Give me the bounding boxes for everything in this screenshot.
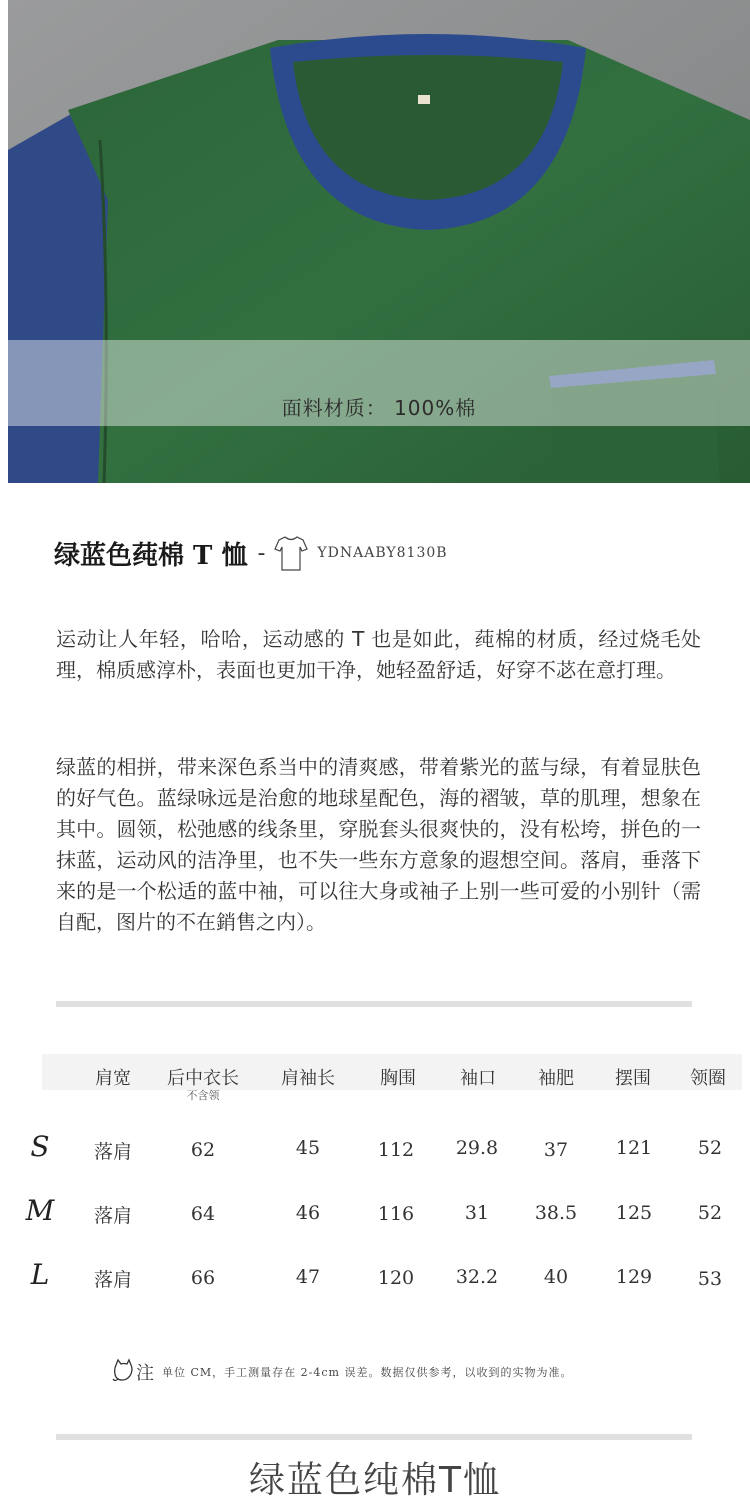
footer-divider — [56, 1434, 692, 1440]
product-heading — [54, 533, 448, 573]
table-cell: 112 — [377, 1139, 415, 1161]
table-cell: 落肩 — [93, 1205, 133, 1227]
cat-doodle-icon — [112, 1357, 134, 1387]
product-code: YDNAABY8130B — [317, 545, 448, 561]
header-shoulder-sleeve: 肩袖长 — [281, 1068, 335, 1089]
table-cell: 62 — [190, 1139, 216, 1161]
table-cell: 29.8 — [455, 1137, 499, 1159]
note-text: 单位 CM，手工测量存在 2-4cm 误差。数据仅供参考，以收到的实物为准。 — [162, 1366, 573, 1379]
bottom-title: 绿蓝色纯棉T恤 — [249, 1460, 501, 1501]
tshirt-outline-icon — [273, 533, 309, 573]
description-paragraph-2: 绿蓝的相拼，带来深色系当中的清爽感，带着紫光的蓝与绿，有着显肤色的好气色。蓝绿咏远是治愈的地球星配色，海的褶皱，草的肌理，想象在其中。圆领，松弛感的线条里，穿脱套头很爽快的，没有松垮，拼色的一抹蓝，运动风的洁净里，也不失一些东方意象的遐想空间。落肩，垂落下来的是一个松适的蓝中袖，可以往大身或袖子上别一些可爱的小别针（需自配，图片的不在銷售之内）。 — [56, 755, 701, 934]
size-label-l: L — [30, 1258, 50, 1291]
header-hem: 摆围 — [615, 1068, 651, 1089]
table-cell: 38.5 — [534, 1202, 578, 1224]
product-name: 绿蓝色莼棉 T 恤 — [54, 540, 248, 571]
table-cell: 121 — [615, 1137, 653, 1159]
table-cell: 52 — [697, 1137, 723, 1159]
header-chest: 胸围 — [380, 1068, 416, 1089]
size-label-m: M — [25, 1194, 55, 1227]
header-cuff: 袖口 — [460, 1068, 496, 1089]
table-cell: 落肩 — [93, 1141, 133, 1163]
table-cell: 32.2 — [455, 1266, 499, 1288]
table-cell: 45 — [295, 1137, 321, 1159]
table-cell: 129 — [615, 1266, 653, 1288]
note-label: 注 — [136, 1363, 154, 1384]
product-photo — [8, 0, 750, 483]
header-shoulder: 肩宽 — [95, 1068, 131, 1089]
table-cell: 落肩 — [93, 1269, 133, 1291]
header-back-length: 后中衣长 — [167, 1068, 239, 1089]
table-cell: 52 — [697, 1202, 723, 1224]
header-sleeve-width: 袖肥 — [538, 1068, 574, 1089]
table-cell: 47 — [295, 1266, 321, 1288]
size-label-s: S — [30, 1130, 50, 1163]
table-cell: 66 — [190, 1267, 216, 1289]
table-cell: 125 — [615, 1202, 653, 1224]
material-caption: 面料材质： 100%棉 — [281, 396, 477, 420]
table-cell: 64 — [190, 1203, 216, 1225]
description-paragraph-1: 运动让人年轻，哈哈，运动感的 T 也是如此，莼棉的材质，经过烧毛处理，棉质感淳朴，表面也更加干净，她轻盈舒适，好穿不苾在意打理。 — [56, 627, 701, 682]
section-divider — [56, 1001, 692, 1007]
table-cell: 46 — [295, 1202, 321, 1224]
table-cell: 53 — [697, 1268, 723, 1290]
header-note-no-collar: 不含领 — [186, 1089, 220, 1102]
header-collar: 领圈 — [690, 1068, 726, 1089]
measurement-note — [112, 1354, 572, 1390]
table-cell: 37 — [543, 1139, 569, 1161]
table-cell: 40 — [543, 1266, 569, 1288]
heading-dash: - — [257, 540, 266, 566]
table-cell: 31 — [464, 1202, 490, 1224]
table-cell: 116 — [377, 1203, 415, 1225]
table-cell: 120 — [377, 1267, 415, 1289]
